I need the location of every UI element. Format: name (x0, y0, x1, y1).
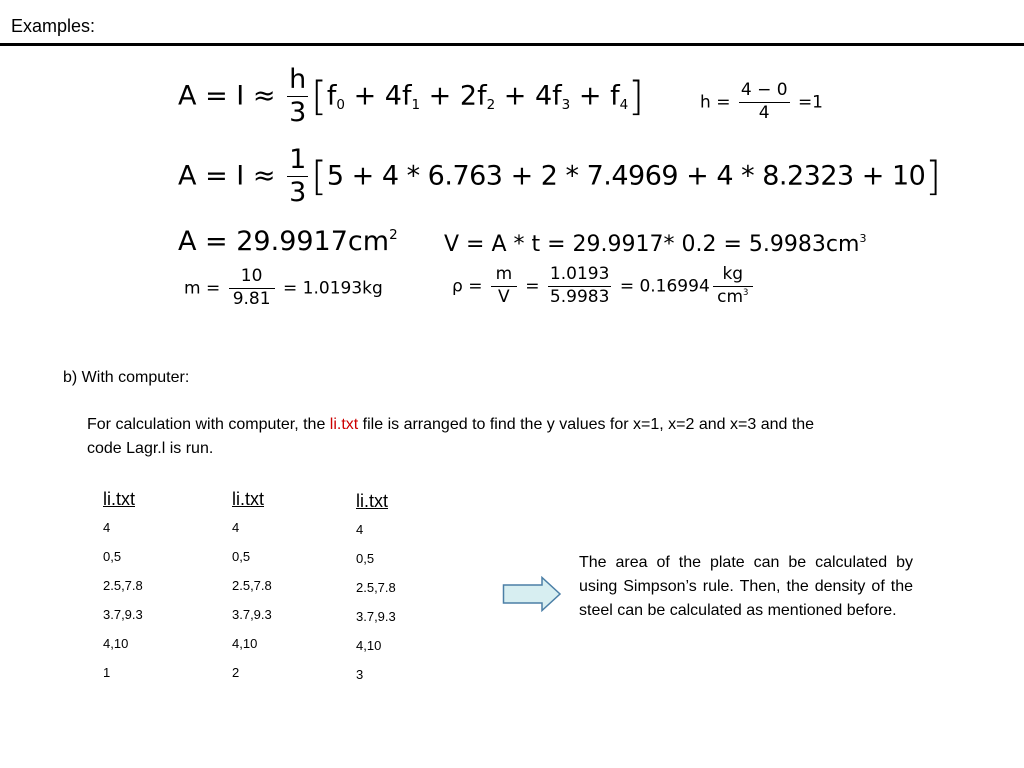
file-line: 4 (356, 522, 364, 537)
eq2-eq: = (205, 160, 228, 192)
eq1-sub: 1 (411, 97, 421, 114)
eq1-sub: 3 (561, 97, 571, 114)
file-line: 2.5,7.8 (232, 578, 272, 593)
eq1-op: + (578, 80, 602, 112)
eq6-unit-sup: 3 (743, 288, 749, 299)
eq2-lhs: A (178, 160, 197, 192)
eq1-term: 4f (384, 80, 412, 112)
paragraph-line-1 (87, 413, 814, 437)
right-arrow-icon (502, 576, 562, 612)
file-line: 3.7,9.3 (232, 607, 272, 622)
eq6-lhs: ρ = (452, 276, 483, 297)
explanation-text: The area of the plate can be calculated by using Simpson’s rule. Then, the density of the steel can be calculated as mentioned before. (579, 554, 913, 619)
left-bracket: [ (311, 153, 327, 200)
eq2-den: 3 (289, 177, 307, 209)
paragraph-line-2: code Lagr.l is run. (87, 440, 214, 457)
eqh-fraction (739, 82, 790, 123)
eq5-den: 9.81 (232, 288, 271, 309)
eq1-lhs: A (178, 80, 197, 112)
eq1-sub: 4 (619, 97, 629, 114)
eq1-op: + (503, 80, 527, 112)
page-title: Examples: (11, 16, 96, 36)
file-line: 3.7,9.3 (356, 609, 396, 624)
eqh-den: 4 (758, 102, 770, 123)
file-line: 3.7,9.3 (103, 607, 143, 622)
eq4-text: V = A * t = 29.9917* 0.2 = 5.9983cm (444, 232, 860, 257)
step-size-formula (700, 82, 823, 123)
eq4-sup: 3 (859, 232, 867, 246)
paragraph (87, 413, 814, 461)
eq2-integral: I (236, 160, 245, 192)
file-line: 2 (232, 665, 240, 680)
right-bracket: ] (628, 73, 644, 120)
right-bracket: ] (925, 153, 941, 200)
file-line: 2.5,7.8 (356, 580, 396, 595)
file-line: 0,5 (103, 549, 122, 564)
section-heading: b) With computer: (63, 369, 190, 386)
file-line: 2.5,7.8 (103, 578, 143, 593)
eq6-num1: m (495, 264, 513, 284)
file-column-header: li.txt (103, 489, 136, 509)
paragraph-after: file is arranged to find the y values for x=1, x=2 and x=3 and the (358, 416, 815, 433)
file-line: 4 (232, 520, 240, 535)
simpson-formula (178, 66, 644, 128)
eq5-lhs: m = (184, 278, 221, 299)
eq3-sup: 2 (389, 227, 398, 244)
eq6-rhs: = 0.16994 (619, 276, 710, 297)
eq6-unit-den (715, 286, 750, 307)
file-column-header: li.txt (232, 489, 265, 509)
eq6-fraction-2 (548, 266, 611, 307)
eq6-num2: 1.0193 (549, 264, 610, 284)
eq1-sub: 2 (486, 97, 496, 114)
eq5-fraction (229, 268, 275, 309)
eqh-num: 4 − 0 (740, 80, 788, 100)
area-result (178, 226, 398, 257)
eq1-op: + (428, 80, 452, 112)
eq6-unit-den-text: cm (717, 286, 744, 307)
eq1-op: + (353, 80, 377, 112)
eq1-fraction (287, 66, 308, 128)
file-column-2 (232, 489, 272, 680)
file-line: 4,10 (232, 636, 258, 651)
file-column-3 (356, 491, 396, 682)
eq1-den: 3 (289, 97, 307, 129)
volume-result (444, 232, 866, 257)
eq1-num: h (289, 64, 307, 95)
eq6-unit-num: kg (722, 264, 744, 284)
eq5-num: 10 (240, 266, 263, 286)
left-bracket: [ (311, 73, 327, 120)
eq3-text: A = 29.9917cm (178, 226, 390, 257)
eqh-lhs: h (700, 92, 711, 113)
eq1-approx: ≈ (252, 80, 276, 112)
eq1-term: f (326, 80, 337, 112)
file-line: 4,10 (103, 636, 129, 651)
title-divider (0, 43, 1024, 46)
file-line: 1 (103, 665, 111, 680)
eq2-fraction (287, 146, 308, 208)
eq2-num: 1 (289, 144, 307, 175)
file-line: 0,5 (356, 551, 375, 566)
eq2-body: 5 + 4 * 6.763 + 2 * 7.4969 + 4 * 8.2323 + 10 (326, 160, 926, 192)
simpson-substitution (178, 146, 941, 208)
file-line: 4 (103, 520, 111, 535)
eq6-den2: 5.9983 (549, 286, 610, 307)
density-formula (452, 266, 756, 307)
file-column-header: li.txt (356, 491, 389, 511)
eq1-term: f (610, 80, 620, 112)
eq1-term: 4f (534, 80, 562, 112)
eq6-den1: V (498, 286, 510, 307)
file-column-1 (103, 489, 143, 680)
eqh-rhs: =1 (797, 92, 823, 113)
eq1-sub: 0 (336, 97, 345, 114)
eq5-rhs: = 1.0193kg (283, 278, 383, 299)
eqh-eq: = (716, 92, 731, 113)
eq6-eq: = (525, 276, 540, 297)
filename-highlight: li.txt (329, 416, 359, 433)
file-line: 4,10 (356, 638, 382, 653)
eq1-eq: = (205, 80, 228, 112)
eq1-term: 2f (459, 80, 487, 112)
eq1-integral: I (236, 80, 245, 112)
paragraph-before: For calculation with computer, the (87, 416, 330, 433)
file-line: 0,5 (232, 549, 251, 564)
mass-formula (184, 268, 383, 309)
eq6-unit-fraction (713, 266, 753, 307)
eq6-fraction-1 (491, 266, 517, 307)
eq2-approx: ≈ (252, 160, 276, 192)
file-line: 3 (356, 667, 364, 682)
